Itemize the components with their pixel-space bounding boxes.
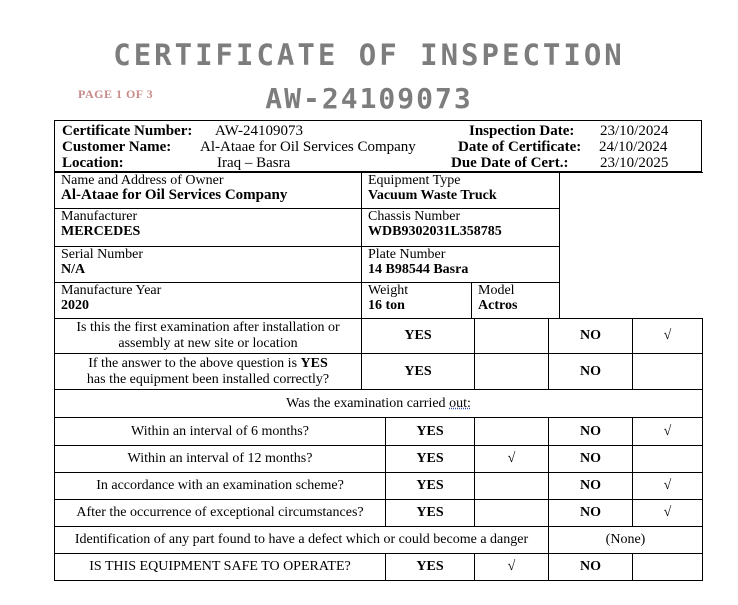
owner-value: Al-Ataae for Oil Services Company xyxy=(61,187,288,203)
serial-cell xyxy=(55,247,362,283)
q2-line1: If the answer to the above question is xyxy=(88,355,301,371)
q1-line2: assembly at new site or location xyxy=(118,336,298,351)
chassis-value: WDB9302031L358785 xyxy=(368,224,502,239)
owner-label: Name and Address of Owner xyxy=(61,173,224,188)
certificate-title: CERTIFICATE OF INSPECTION xyxy=(113,38,625,72)
defect-text: Identification of any part found to have a defect which or could become a danger xyxy=(55,527,549,554)
carried-out-text: Was the examination carried xyxy=(286,395,450,411)
q1-no-check: √ xyxy=(633,319,703,354)
chassis-label: Chassis Number xyxy=(368,209,461,224)
cert-date-label: Date of Certificate: xyxy=(458,139,582,155)
page-indicator: PAGE 1 OF 3 xyxy=(78,87,154,101)
exceptional-yes-check xyxy=(475,500,549,527)
table-row xyxy=(55,527,703,554)
scheme-text: In accordance with an examination scheme? xyxy=(55,473,386,500)
weight-cell xyxy=(362,283,472,319)
installation-questions-table xyxy=(54,318,703,418)
interval6-no-check: √ xyxy=(633,418,703,446)
cert-number-value: AW-24109073 xyxy=(215,123,303,139)
interval6-no: NO xyxy=(549,418,633,446)
carried-out-heading xyxy=(55,390,703,418)
table-row xyxy=(55,390,703,418)
q2-yes: YES xyxy=(362,354,475,390)
safe-no-check xyxy=(633,554,703,581)
scheme-yes-check xyxy=(475,473,549,500)
interval6-yes: YES xyxy=(386,418,475,446)
interval12-yes-check: √ xyxy=(475,446,549,473)
table-row xyxy=(55,554,703,581)
type-cell xyxy=(362,173,560,209)
table-row xyxy=(55,319,703,354)
examination-questions-table xyxy=(54,417,703,581)
customer-value: Al-Ataae for Oil Services Company xyxy=(200,139,416,155)
plate-label: Plate Number xyxy=(368,247,446,262)
q2-line2: has the equipment been installed correctly? xyxy=(86,371,330,387)
q2-line1-yes: YES xyxy=(300,355,328,371)
customer-label: Customer Name: xyxy=(62,139,172,155)
owner-cell xyxy=(55,173,362,209)
weight-value: 16 ton xyxy=(368,298,405,313)
blank-cell xyxy=(560,173,703,319)
type-label: Equipment Type xyxy=(368,173,461,188)
serial-label: Serial Number xyxy=(61,247,144,262)
scheme-no-check: √ xyxy=(633,473,703,500)
inspection-date-label: Inspection Date: xyxy=(469,123,575,139)
plate-value: 14 B98544 Basra xyxy=(368,262,469,277)
carried-out-colon: out: xyxy=(449,395,471,411)
cert-date-value: 24/10/2024 xyxy=(599,139,668,155)
q2-text xyxy=(55,354,362,390)
table-row xyxy=(55,354,703,390)
safe-yes: YES xyxy=(386,554,475,581)
model-label: Model xyxy=(478,283,515,298)
scheme-yes: YES xyxy=(386,473,475,500)
manufacturer-value: MERCEDES xyxy=(61,224,141,239)
safe-text: IS THIS EQUIPMENT SAFE TO OPERATE? xyxy=(55,554,386,581)
table-row xyxy=(55,473,703,500)
due-date-label: Due Date of Cert.: xyxy=(451,155,569,171)
q1-no: NO xyxy=(549,319,633,354)
q1-yes: YES xyxy=(362,319,475,354)
serial-value: N/A xyxy=(61,262,86,277)
table-row xyxy=(55,500,703,527)
type-value: Vacuum Waste Truck xyxy=(368,188,497,203)
safe-yes-check: √ xyxy=(475,554,549,581)
defect-value: (None) xyxy=(549,527,703,554)
equipment-details-table xyxy=(54,172,703,319)
location-value: Iraq – Basra xyxy=(217,155,291,171)
q2-yes-check xyxy=(475,354,549,390)
interval12-yes: YES xyxy=(386,446,475,473)
q1-text xyxy=(55,319,362,354)
certificate-info-box xyxy=(54,120,702,172)
plate-cell xyxy=(362,247,560,283)
q1-line1: Is this the first examination after installation or xyxy=(76,320,340,335)
interval12-no: NO xyxy=(549,446,633,473)
model-cell xyxy=(472,283,560,319)
table-row xyxy=(55,173,703,209)
cert-number-label: Certificate Number: xyxy=(62,123,193,139)
interval12-no-check xyxy=(633,446,703,473)
inspection-date-value: 23/10/2024 xyxy=(600,123,669,139)
weight-label: Weight xyxy=(368,283,409,298)
exceptional-no: NO xyxy=(549,500,633,527)
table-row xyxy=(55,446,703,473)
exceptional-no-check: √ xyxy=(633,500,703,527)
chassis-cell xyxy=(362,209,560,247)
q2-no: NO xyxy=(549,354,633,390)
exceptional-text: After the occurrence of exceptional circumstances? xyxy=(55,500,386,527)
interval6-text: Within an interval of 6 months? xyxy=(55,418,386,446)
interval6-yes-check xyxy=(475,418,549,446)
year-label: Manufacture Year xyxy=(61,283,162,298)
location-label: Location: xyxy=(62,155,124,171)
q2-no-check xyxy=(633,354,703,390)
model-value: Actros xyxy=(478,298,518,313)
exceptional-yes: YES xyxy=(386,500,475,527)
year-value: 2020 xyxy=(61,298,89,313)
q1-yes-check xyxy=(475,319,549,354)
scheme-no: NO xyxy=(549,473,633,500)
manufacturer-label: Manufacturer xyxy=(61,209,138,224)
certificate-code: AW-24109073 xyxy=(265,82,473,115)
interval12-text: Within an interval of 12 months? xyxy=(55,446,386,473)
year-cell xyxy=(55,283,362,319)
table-row xyxy=(55,418,703,446)
manufacturer-cell xyxy=(55,209,362,247)
safe-no: NO xyxy=(549,554,633,581)
due-date-value: 23/10/2025 xyxy=(600,155,669,171)
